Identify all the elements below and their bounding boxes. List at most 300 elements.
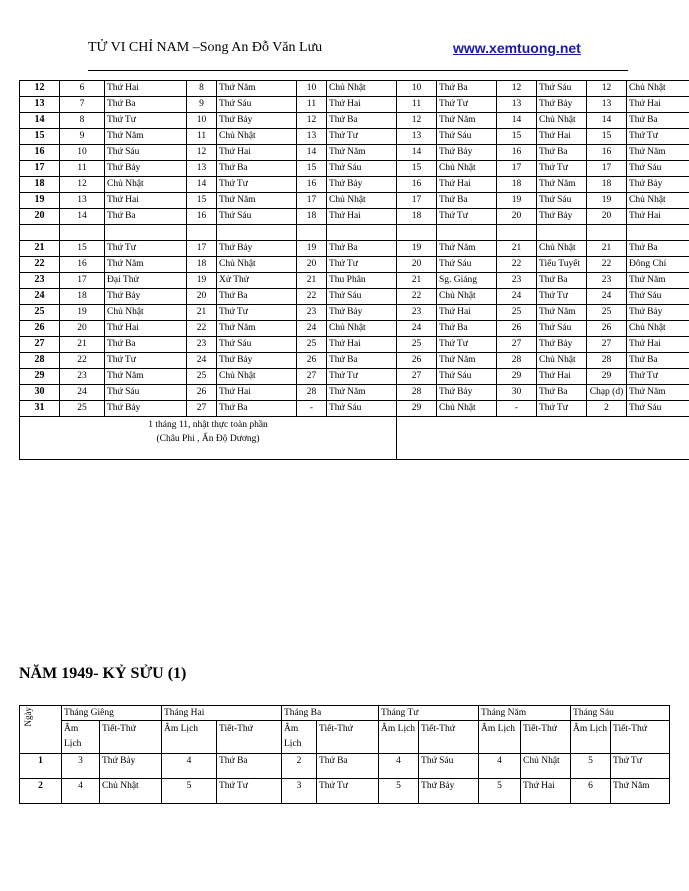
header-title: TỬ VI CHỈ NAM –Song An Đỗ Văn Lưu — [88, 40, 323, 55]
table-cell: 27 — [497, 337, 537, 353]
table-cell: Sg. Giáng — [437, 273, 497, 289]
table-cell: 21 — [587, 241, 627, 257]
table-cell — [497, 225, 537, 241]
table-cell: 17 — [397, 193, 437, 209]
table-cell: Thứ Ba — [217, 289, 297, 305]
col-tiet-thu: Tiết-Thứ — [317, 721, 379, 754]
table-cell: Chủ Nhật — [327, 81, 397, 97]
day-number-cell: 22 — [20, 257, 60, 273]
table-cell: Thứ Bảy — [627, 177, 689, 193]
table-cell: 25 — [497, 305, 537, 321]
table-cell: 15 — [587, 129, 627, 145]
table-cell: Thứ Sáu — [627, 161, 689, 177]
table-cell: 29 — [497, 369, 537, 385]
table-cell: Thứ Hai — [627, 97, 689, 113]
table-cell: Thứ Bảy — [327, 305, 397, 321]
table-row — [20, 97, 689, 113]
table-cell: 16 — [587, 145, 627, 161]
table-row — [20, 129, 689, 145]
table-cell: Thứ Tư — [105, 241, 187, 257]
table-cell: 6 — [571, 779, 611, 804]
day-number-cell: 25 — [20, 305, 60, 321]
table-cell: 22 — [60, 353, 105, 369]
table-cell: 27 — [397, 369, 437, 385]
table-cell: 26 — [587, 321, 627, 337]
month-header: Tháng Năm — [479, 706, 571, 721]
table-cell: 25 — [297, 337, 327, 353]
table-cell: Thứ Sáu — [627, 289, 689, 305]
day-number-cell: 31 — [20, 401, 60, 417]
table-row — [20, 353, 689, 369]
month-header: Tháng Ba — [282, 706, 379, 721]
note-empty-cell — [397, 417, 689, 460]
table-cell: Thu Phân — [327, 273, 397, 289]
table-cell: Thứ Năm — [437, 113, 497, 129]
table-cell: Thứ Năm — [217, 193, 297, 209]
table-cell: 24 — [397, 321, 437, 337]
table-cell: 14 — [497, 113, 537, 129]
table-cell: 15 — [297, 161, 327, 177]
table-cell: Thứ Bảy — [100, 754, 162, 779]
table-cell: 15 — [497, 129, 537, 145]
table-cell: Chủ Nhật — [100, 779, 162, 804]
section-title: NĂM 1949- KỶ SỬU (1) — [19, 665, 187, 682]
table-row — [20, 385, 689, 401]
table-cell: 10 — [60, 145, 105, 161]
table-cell: 10 — [297, 81, 327, 97]
table-cell: 18 — [60, 289, 105, 305]
table-cell: 12 — [587, 81, 627, 97]
table-cell: Thứ Bảy — [537, 337, 587, 353]
table-cell: 20 — [497, 209, 537, 225]
subheader-row — [20, 721, 670, 754]
table-cell: 20 — [397, 257, 437, 273]
table-cell: 26 — [187, 385, 217, 401]
col-am-lich: Âm Lịch — [62, 721, 100, 754]
table-cell: Thứ Hai — [627, 337, 689, 353]
table-cell: 2 — [587, 401, 627, 417]
table-cell: Thứ Sáu — [537, 193, 587, 209]
table-cell: 24 — [60, 385, 105, 401]
table-cell: Thứ Tư — [437, 97, 497, 113]
table-cell: Thứ Tư — [217, 305, 297, 321]
table-cell: Thứ Ba — [105, 337, 187, 353]
table-cell: 23 — [187, 337, 217, 353]
day-number-cell: 12 — [20, 81, 60, 97]
table-cell: Thứ Tư — [627, 129, 689, 145]
table-row — [20, 369, 689, 385]
table-cell: 3 — [62, 754, 100, 779]
table-cell: Thứ Bảy — [537, 209, 587, 225]
table-row — [20, 305, 689, 321]
table-cell: Chủ Nhật — [627, 81, 689, 97]
day-number-cell: 19 — [20, 193, 60, 209]
table-cell: Thứ Tư — [327, 257, 397, 273]
table-cell: Thứ Ba — [217, 161, 297, 177]
table-cell: Thứ Năm — [437, 241, 497, 257]
table-cell: Thứ Hai — [437, 177, 497, 193]
day-number-cell: 16 — [20, 145, 60, 161]
table-cell: Thứ Tư — [537, 289, 587, 305]
table-cell: Thứ Sáu — [437, 257, 497, 273]
table-cell: 29 — [587, 369, 627, 385]
table-cell: Chủ Nhật — [627, 321, 689, 337]
table-cell: Thứ Tư — [537, 401, 587, 417]
table-cell — [297, 225, 327, 241]
eclipse-note — [20, 417, 397, 460]
table-cell: Thứ Năm — [105, 129, 187, 145]
table-cell: Thứ Hai — [217, 385, 297, 401]
table-cell: Thứ Bảy — [627, 305, 689, 321]
table-cell: Thứ Ba — [327, 113, 397, 129]
table-cell: Tiểu Tuyết — [537, 257, 587, 273]
table-cell: 14 — [297, 145, 327, 161]
eclipse-note-line2: (Châu Phi , Ấn Độ Dương) — [156, 434, 260, 444]
table-cell: Thứ Sáu — [627, 401, 689, 417]
table-cell: Thứ Tư — [105, 353, 187, 369]
table-cell: Thứ Sáu — [537, 81, 587, 97]
day-number-cell: 18 — [20, 177, 60, 193]
table-cell: 23 — [497, 273, 537, 289]
table-cell: Thứ Tư — [217, 779, 282, 804]
table-cell: 26 — [397, 353, 437, 369]
table-cell: 18 — [297, 209, 327, 225]
table-row — [20, 337, 689, 353]
table-cell — [105, 225, 187, 241]
table-cell: 13 — [587, 97, 627, 113]
table-cell: Thứ Tư — [611, 754, 670, 779]
table-cell — [397, 225, 437, 241]
table-cell: 16 — [397, 177, 437, 193]
day-number-cell: 30 — [20, 385, 60, 401]
table-cell: 20 — [60, 321, 105, 337]
table-cell: Thứ Tư — [317, 779, 379, 804]
table-cell: 21 — [397, 273, 437, 289]
table-cell: Chủ Nhật — [437, 289, 497, 305]
table-cell: Thứ Sáu — [105, 385, 187, 401]
col-tiet-thu: Tiết-Thứ — [217, 721, 282, 754]
table-cell: 3 — [282, 779, 317, 804]
table-cell: 28 — [587, 353, 627, 369]
table-row — [20, 177, 689, 193]
table-row — [20, 754, 670, 779]
table-cell — [187, 225, 217, 241]
note-row — [20, 417, 689, 460]
table-cell: Thứ Sáu — [105, 145, 187, 161]
table-cell: Chủ Nhật — [327, 193, 397, 209]
table-cell: Thứ Năm — [537, 305, 587, 321]
table-cell: 5 — [162, 779, 217, 804]
table-cell: 8 — [187, 81, 217, 97]
table-cell: Thứ Ba — [627, 353, 689, 369]
col-am-lich: Âm Lịch — [379, 721, 419, 754]
day-number-cell: 20 — [20, 209, 60, 225]
table-cell: 25 — [397, 337, 437, 353]
table-cell: 22 — [297, 289, 327, 305]
table-cell: 14 — [397, 145, 437, 161]
table-cell: Thứ Bảy — [419, 779, 479, 804]
table-cell: 13 — [187, 161, 217, 177]
table-cell: Thứ Tư — [537, 161, 587, 177]
table-cell: Thứ Tư — [437, 209, 497, 225]
table-cell: 11 — [187, 129, 217, 145]
table-cell: Thứ Tư — [437, 337, 497, 353]
table-cell: Thứ Năm — [105, 369, 187, 385]
table-cell: 10 — [397, 81, 437, 97]
table-cell: 12 — [497, 81, 537, 97]
table-cell: Đông Chí — [627, 257, 689, 273]
table-cell: Thứ Năm — [217, 81, 297, 97]
table-cell: 17 — [60, 273, 105, 289]
table-cell: 8 — [60, 113, 105, 129]
col-tiet-thu: Tiết-Thứ — [419, 721, 479, 754]
table-cell: 12 — [187, 145, 217, 161]
table-cell: 18 — [187, 257, 217, 273]
day-number-cell: 1 — [20, 754, 62, 779]
table-cell: Thứ Sáu — [419, 754, 479, 779]
table-cell: Thứ Ba — [327, 241, 397, 257]
table-cell: 23 — [397, 305, 437, 321]
table-cell: Thứ Sáu — [327, 161, 397, 177]
table-cell: Thứ Sáu — [437, 129, 497, 145]
table-cell: 14 — [60, 209, 105, 225]
table-cell: 6 — [60, 81, 105, 97]
table-cell: 19 — [497, 193, 537, 209]
table-cell: 13 — [60, 193, 105, 209]
table-cell: Chủ Nhật — [627, 193, 689, 209]
table-cell: Chủ Nhật — [537, 113, 587, 129]
table-cell: Thứ Hai — [217, 145, 297, 161]
day-number-cell — [20, 225, 60, 241]
table-cell: 9 — [187, 97, 217, 113]
table-cell: Thứ Năm — [537, 177, 587, 193]
table-cell: 23 — [60, 369, 105, 385]
table-cell: 24 — [587, 289, 627, 305]
table-cell: Thứ Hai — [537, 129, 587, 145]
table-cell: 13 — [497, 97, 537, 113]
table-cell: 11 — [297, 97, 327, 113]
table-cell: 27 — [587, 337, 627, 353]
table-cell: 18 — [497, 177, 537, 193]
table-cell: Chủ Nhật — [327, 321, 397, 337]
table-cell: 7 — [60, 97, 105, 113]
table-cell: - — [297, 401, 327, 417]
table-cell: 25 — [60, 401, 105, 417]
table-cell: Thứ Sáu — [217, 97, 297, 113]
table-cell: Chủ Nhật — [437, 401, 497, 417]
table-cell: 15 — [187, 193, 217, 209]
table-cell: Thứ Bảy — [217, 353, 297, 369]
table-cell: 20 — [587, 209, 627, 225]
table-cell: 14 — [587, 113, 627, 129]
table-cell: 13 — [397, 129, 437, 145]
table-cell: 19 — [587, 193, 627, 209]
table-cell: 15 — [60, 241, 105, 257]
table-cell: Thứ Hai — [437, 305, 497, 321]
table-cell: 4 — [162, 754, 217, 779]
table-cell: 19 — [397, 241, 437, 257]
table-cell: 24 — [187, 353, 217, 369]
day-number-cell: 2 — [20, 779, 62, 804]
table-cell: 22 — [497, 257, 537, 273]
day-number-cell: 26 — [20, 321, 60, 337]
table-cell: Thứ Năm — [627, 145, 689, 161]
table-cell: 5 — [479, 779, 521, 804]
table-cell: Thứ Năm — [217, 321, 297, 337]
table-cell: 20 — [187, 289, 217, 305]
table-cell: Thứ Ba — [327, 353, 397, 369]
table-cell: Thứ Bảy — [437, 145, 497, 161]
table-cell: 18 — [587, 177, 627, 193]
table-cell: 15 — [397, 161, 437, 177]
table-cell: 12 — [60, 177, 105, 193]
table-cell: Thứ Hai — [327, 97, 397, 113]
table-cell: 4 — [379, 754, 419, 779]
table-row — [20, 321, 689, 337]
col-am-lich: Âm Lịch — [282, 721, 317, 754]
table-cell: 21 — [60, 337, 105, 353]
table-cell: Thứ Bảy — [437, 385, 497, 401]
table-cell: 26 — [297, 353, 327, 369]
table-row — [20, 81, 689, 97]
table-cell: Thứ Sáu — [327, 289, 397, 305]
table-cell: 5 — [379, 779, 419, 804]
table-row — [20, 209, 689, 225]
day-number-cell: 24 — [20, 289, 60, 305]
table-cell: 13 — [297, 129, 327, 145]
table-cell: Chủ Nhật — [521, 754, 571, 779]
table-cell: 12 — [297, 113, 327, 129]
table-row — [20, 257, 689, 273]
table-cell: 16 — [297, 177, 327, 193]
table-cell: 17 — [297, 193, 327, 209]
table-cell: Thứ Bảy — [105, 401, 187, 417]
day-number-cell: 27 — [20, 337, 60, 353]
table-cell: Thứ Năm — [627, 273, 689, 289]
table-cell: Thứ Bảy — [217, 113, 297, 129]
col-am-lich: Âm Lịch — [162, 721, 217, 754]
table-cell: 26 — [497, 321, 537, 337]
table-cell: 9 — [60, 129, 105, 145]
table-cell: 4 — [62, 779, 100, 804]
table-cell: Thứ Hai — [105, 81, 187, 97]
table-cell: Thứ Sáu — [327, 401, 397, 417]
table-row — [20, 273, 689, 289]
table-cell: 21 — [497, 241, 537, 257]
table-cell: Thứ Bảy — [327, 177, 397, 193]
table-cell: 11 — [397, 97, 437, 113]
col-tiet-thu: Tiết-Thứ — [521, 721, 571, 754]
table-cell: 14 — [187, 177, 217, 193]
table-cell: Thứ Bảy — [105, 161, 187, 177]
table-cell: Đại Thử — [105, 273, 187, 289]
table-cell: Thứ Tư — [217, 177, 297, 193]
table-cell: Thứ Ba — [217, 401, 297, 417]
table-cell: Xử Thử — [217, 273, 297, 289]
table-cell: 10 — [187, 113, 217, 129]
table-cell — [627, 225, 689, 241]
table-row — [20, 161, 689, 177]
table-cell: 19 — [297, 241, 327, 257]
table-cell: Thứ Năm — [105, 257, 187, 273]
table-cell: 19 — [60, 305, 105, 321]
calendar-table-1949 — [19, 705, 670, 804]
table-cell: 21 — [187, 305, 217, 321]
table-cell: Thứ Ba — [537, 385, 587, 401]
table-cell: Chủ Nhật — [105, 305, 187, 321]
table-cell: Thứ Tư — [627, 369, 689, 385]
table-row — [20, 779, 670, 804]
table-row — [20, 225, 689, 241]
month-header: Tháng Sáu — [571, 706, 670, 721]
table-cell: Thứ Hai — [627, 209, 689, 225]
col-am-lich: Âm Lịch — [571, 721, 611, 754]
table-cell: Thứ Hai — [521, 779, 571, 804]
table-cell: 18 — [397, 209, 437, 225]
table-cell: 28 — [397, 385, 437, 401]
table-cell — [587, 225, 627, 241]
day-number-cell: 17 — [20, 161, 60, 177]
table-cell: Thứ Bảy — [217, 241, 297, 257]
table-row — [20, 241, 689, 257]
table-cell: 28 — [497, 353, 537, 369]
table-cell: 27 — [187, 401, 217, 417]
table-cell: Thứ Năm — [327, 385, 397, 401]
table-cell: 24 — [497, 289, 537, 305]
day-number-cell: 14 — [20, 113, 60, 129]
table-cell: Thứ Ba — [437, 81, 497, 97]
table-cell: Thứ Hai — [327, 209, 397, 225]
table-cell: Chủ Nhật — [437, 161, 497, 177]
table-cell: Thứ Ba — [105, 209, 187, 225]
table-cell: 17 — [187, 241, 217, 257]
month-header: Tháng Tư — [379, 706, 479, 721]
day-number-cell: 23 — [20, 273, 60, 289]
table-row — [20, 145, 689, 161]
table-cell: 17 — [497, 161, 537, 177]
table-cell: 4 — [479, 754, 521, 779]
table-cell: Thứ Sáu — [217, 209, 297, 225]
table-cell: Thứ Hai — [327, 337, 397, 353]
table-cell: - — [497, 401, 537, 417]
table-cell: 5 — [571, 754, 611, 779]
table-cell: Chủ Nhật — [217, 129, 297, 145]
table-row — [20, 289, 689, 305]
table-cell: Thứ Năm — [327, 145, 397, 161]
table-cell: Thứ Ba — [437, 321, 497, 337]
table-cell: Thứ Tư — [327, 369, 397, 385]
day-number-cell: 13 — [20, 97, 60, 113]
table-cell: Thứ Sáu — [537, 321, 587, 337]
table-cell: Thứ Hai — [105, 193, 187, 209]
table-cell: Thứ Ba — [217, 754, 282, 779]
table-cell — [437, 225, 497, 241]
table-cell — [217, 225, 297, 241]
day-number-cell: 15 — [20, 129, 60, 145]
table-cell: 25 — [187, 369, 217, 385]
table-cell: Chủ Nhật — [217, 257, 297, 273]
month-header: Tháng Hai — [162, 706, 282, 721]
day-number-cell: 29 — [20, 369, 60, 385]
month-header-row — [20, 706, 670, 721]
table-cell: Thứ Ba — [537, 273, 587, 289]
table-cell: 17 — [587, 161, 627, 177]
table-cell: Thứ Năm — [437, 353, 497, 369]
header-url-link[interactable]: www.xemtuong.net — [453, 40, 581, 56]
table-cell: 22 — [187, 321, 217, 337]
table-cell: 25 — [587, 305, 627, 321]
table-cell: 16 — [187, 209, 217, 225]
